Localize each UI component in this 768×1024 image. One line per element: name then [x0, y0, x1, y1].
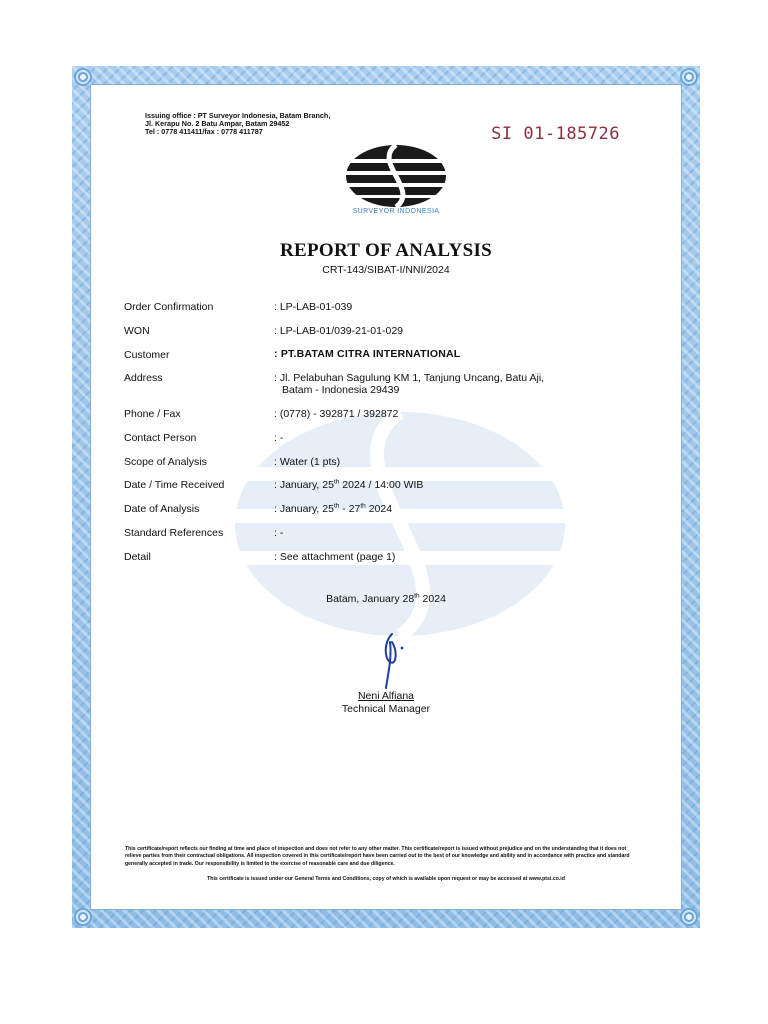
signer-title: Technical Manager	[341, 703, 431, 715]
signoff-date	[90, 593, 682, 605]
signoff-date-sup: th	[414, 592, 420, 600]
date-analysis-pre: : January, 25	[274, 503, 334, 515]
report-fields	[90, 84, 682, 910]
address-label: Address	[124, 372, 163, 384]
date-analysis-post: 2024	[365, 503, 393, 515]
customer-value: : PT.BATAM CITRA INTERNATIONAL	[274, 348, 461, 360]
scope-label: Scope of Analysis	[124, 456, 207, 468]
corner-ornament-icon	[680, 908, 698, 926]
issuing-tel-text: Tel : 0778 411411/fax : 0778 411787	[145, 127, 263, 136]
terms-text: This certificate is issued under our General Terms and Conditions, copy of which is available upon request or may be accessed at www.ptsi.co.id	[207, 876, 565, 882]
date-analysis-sup1: th	[333, 502, 340, 510]
detail-value: : See attachment (page 1)	[274, 551, 396, 563]
won-label: WON	[124, 325, 150, 337]
date-analysis-sup2: th	[360, 502, 366, 510]
issuing-office-text: Issuing office : PT Surveyor Indonesia, Batam Branch,	[145, 111, 331, 120]
address-value-line2: Batam - Indonesia 29439	[282, 384, 400, 396]
address-value-line1: : Jl. Pelabuhan Sagulung KM 1, Tanjung Uncang, Batu Aji,	[274, 372, 545, 384]
report-number: CRT-143/SIBAT-I/NNI/2024	[322, 264, 450, 276]
date-analysis-label: Date of Analysis	[124, 503, 200, 515]
phone-fax-value: : (0778) - 392871 / 392872	[274, 408, 399, 420]
order-confirmation-label: Order Confirmation	[124, 301, 214, 313]
customer-label: Customer	[124, 349, 170, 361]
won-value: : LP-LAB-01/039-21-01-029	[274, 325, 403, 337]
order-confirmation-value: : LP-LAB-01-039	[274, 301, 353, 313]
date-received-pre: : January, 25	[274, 479, 334, 491]
serial-number: SI 01-185726	[491, 124, 620, 144]
signer-name: Neni Alfiana	[357, 690, 415, 702]
certificate-border	[72, 66, 700, 928]
standard-references-value: : -	[274, 527, 284, 539]
signoff-date-post: 2024	[419, 593, 446, 605]
date-received-label: Date / Time Received	[124, 479, 225, 491]
issuing-address-text: Jl. Kerapu No. 2 Batu Ampar, Batam 29452	[145, 119, 290, 128]
disclaimer-text: This certificate/report reflects our finding at time and place of inspection and does not refer to any other matter. This certificate/report is issued without prejudice and on the understanding that it does not relieve parties from their contractual obligations. All inspection covered in this certificate/report have been carried out to the best of our knowledge and ability and in accordance with practice and standard generally accepted in trade. Our responsibility is limited to the exercise of reasonable care and due diligence.	[125, 846, 630, 867]
handwritten-signature	[362, 628, 422, 692]
corner-ornament-icon	[74, 908, 92, 926]
signoff-date-pre: Batam, January 28	[326, 593, 415, 605]
phone-fax-label: Phone / Fax	[124, 408, 181, 420]
standard-references-label: Standard References	[124, 527, 224, 539]
date-received-sup: th	[333, 478, 340, 486]
scope-value: : Water (1 pts)	[274, 456, 341, 468]
detail-label: Detail	[124, 551, 151, 563]
contact-person-label: Contact Person	[124, 432, 197, 444]
date-received-value	[274, 479, 423, 491]
certificate-body	[90, 84, 682, 910]
date-analysis-value	[274, 503, 392, 515]
date-received-post: 2024 / 14:00 WIB	[339, 479, 424, 491]
date-analysis-mid: - 27	[339, 503, 361, 515]
report-title: REPORT OF ANALYSIS	[279, 240, 493, 261]
logo-caption: SURVEYOR INDONESIA	[352, 208, 440, 215]
corner-ornament-icon	[680, 68, 698, 86]
contact-person-value: : -	[274, 432, 284, 444]
